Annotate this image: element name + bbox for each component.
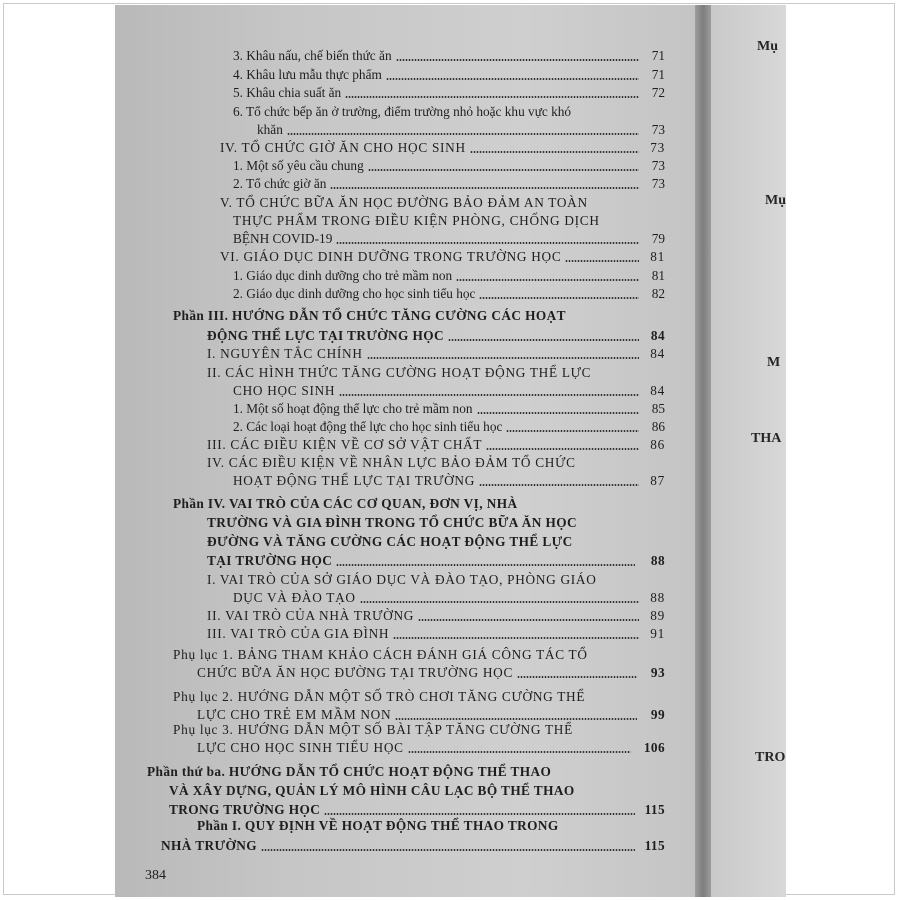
toc-entry xyxy=(207,552,665,569)
toc-entry xyxy=(233,175,665,192)
page-number: 384 xyxy=(145,868,166,883)
right-page xyxy=(711,5,786,897)
toc-entry-page: 73 xyxy=(651,176,665,191)
toc-entry-title: 3. Khâu nấu, chế biến thức ăn xyxy=(233,48,392,63)
toc-entry-page: 93 xyxy=(650,665,665,680)
toc-entry-title: Phần IV. VAI TRÒ CỦA CÁC CƠ QUAN, ĐƠN VỊ, NHÀ xyxy=(173,496,518,511)
toc-entry-title: IV. CÁC ĐIỀU KIỆN VỀ NHÂN LỰC BẢO ĐẢM TỔ CHỨC xyxy=(207,455,576,470)
toc-entry xyxy=(233,230,665,247)
toc-entry-page: 81 xyxy=(651,268,665,283)
toc-entry xyxy=(233,84,665,101)
toc-entry-page: 91 xyxy=(650,626,665,641)
right-page-heading: THA xyxy=(751,431,782,446)
toc-entry xyxy=(173,646,665,663)
toc-entry xyxy=(197,664,665,681)
toc-entry-page: 99 xyxy=(650,707,665,722)
toc-entry-title: 1. Giáo dục dinh dưỡng cho trẻ mầm non xyxy=(233,268,453,283)
toc-entry-page: 84 xyxy=(650,346,665,361)
toc-entry xyxy=(233,472,665,489)
toc-entry xyxy=(233,382,665,399)
toc-entry xyxy=(207,607,665,624)
toc-entry-page: 88 xyxy=(650,553,665,568)
toc-entry-title: CHO HỌC SINH xyxy=(233,383,336,398)
toc-entry-title: 6. Tổ chức bếp ăn ở trường, điểm trường nhỏ hoặc khu vực khó xyxy=(233,104,572,119)
toc-entry xyxy=(207,364,665,381)
toc-entry-page: 85 xyxy=(651,401,665,416)
toc-entry-page: 79 xyxy=(651,231,665,246)
left-page xyxy=(115,5,700,897)
toc-entry-title: VÀ XÂY DỰNG, QUẢN LÝ MÔ HÌNH CÂU LẠC BỘ THỂ THAO xyxy=(169,783,575,798)
book-photo xyxy=(115,5,786,897)
toc-entry-title: 5. Khâu chia suất ăn xyxy=(233,85,342,100)
toc-entry-title: II. CÁC HÌNH THỨC TĂNG CƯỜNG HOẠT ĐỘNG THỂ LỰC xyxy=(207,365,592,380)
toc-entry xyxy=(173,721,665,738)
toc-entry-title: THỰC PHẨM TRONG ĐIỀU KIỆN PHÒNG, CHỐNG DỊCH xyxy=(233,213,600,228)
toc-entry xyxy=(207,533,665,550)
toc-entry xyxy=(233,157,665,174)
toc-entry xyxy=(207,625,665,642)
toc-entry xyxy=(197,739,665,756)
toc-entry-title: Phần I. QUY ĐỊNH VỀ HOẠT ĐỘNG THỂ THAO TRONG xyxy=(197,818,559,833)
toc-entry-title: IV. TỔ CHỨC GIỜ ĂN CHO HỌC SINH xyxy=(220,140,466,155)
toc-entry-page: 115 xyxy=(644,838,665,853)
toc-entry-page: 86 xyxy=(650,437,665,452)
toc-entry-title: V. TỔ CHỨC BỮA ĂN HỌC ĐƯỜNG BẢO ĐẢM AN TOÀN xyxy=(220,195,588,210)
toc-entry-title: CHỨC BỮA ĂN HỌC ĐƯỜNG TẠI TRƯỜNG HỌC xyxy=(197,665,514,680)
toc-entry xyxy=(233,418,665,435)
toc-entry xyxy=(257,121,665,138)
toc-entry-page: 84 xyxy=(650,328,665,343)
toc-entry-page: 71 xyxy=(651,48,665,63)
toc-entry xyxy=(233,285,665,302)
toc-entry-title: 2. Giáo dục dinh dưỡng cho học sinh tiểu học xyxy=(233,286,476,301)
toc-entry-title: 2. Tổ chức giờ ăn xyxy=(233,176,327,191)
toc-entry xyxy=(233,66,665,83)
toc-entry-page: 72 xyxy=(651,85,665,100)
toc-entry xyxy=(207,454,665,471)
toc-entry-title: HOẠT ĐỘNG THỂ LỰC TẠI TRƯỜNG xyxy=(233,473,476,488)
toc-entry-title: I. VAI TRÒ CỦA SỞ GIÁO DỤC VÀ ĐÀO TẠO, PHÒNG GIÁO xyxy=(207,572,597,587)
toc-entry-page: 82 xyxy=(651,286,665,301)
toc-entry-title: LỰC CHO TRẺ EM MẦM NON xyxy=(197,707,392,722)
toc-entry xyxy=(220,139,665,156)
toc-entry xyxy=(233,267,665,284)
toc-entry-title: I. NGUYÊN TẮC CHÍNH xyxy=(207,346,363,361)
toc-entry xyxy=(207,436,665,453)
right-page-heading: M xyxy=(767,355,781,370)
right-page-heading: Mụ xyxy=(765,193,786,208)
toc-entry-title: 4. Khâu lưu mẫu thực phẩm xyxy=(233,67,382,82)
toc-entry xyxy=(207,514,665,531)
toc-entry-page: 88 xyxy=(650,590,665,605)
toc-entry-title: 1. Một số hoạt động thể lực cho trẻ mầm non xyxy=(233,401,473,416)
toc-entry xyxy=(161,837,665,854)
toc-entry xyxy=(233,103,665,120)
toc-entry-title: TẠI TRƯỜNG HỌC xyxy=(207,553,333,568)
toc-entry-title: Phụ lục 1. BẢNG THAM KHẢO CÁCH ĐÁNH GIÁ CÔNG TÁC TỔ xyxy=(173,647,588,662)
toc-entry-title: ĐỘNG THỂ LỰC TẠI TRƯỜNG HỌC xyxy=(207,328,445,343)
toc-entry xyxy=(207,345,665,362)
toc-entry-page: 87 xyxy=(650,473,665,488)
right-page-heading: TRO xyxy=(755,750,786,765)
toc-entry xyxy=(173,688,665,705)
toc-entry xyxy=(207,571,665,588)
toc-entry xyxy=(233,47,665,64)
toc-entry-title: khăn xyxy=(257,122,283,137)
toc-entry xyxy=(207,327,665,344)
toc-entry-title: TRƯỜNG VÀ GIA ĐÌNH TRONG TỔ CHỨC BỮA ĂN HỌC xyxy=(207,515,577,530)
toc-entry xyxy=(169,782,665,799)
toc-entry-title: NHÀ TRƯỜNG xyxy=(161,838,257,853)
toc-entry-title: III. CÁC ĐIỀU KIỆN VỀ CƠ SỞ VẬT CHẤT xyxy=(207,437,483,452)
toc-entry-title: III. VAI TRÒ CỦA GIA ĐÌNH xyxy=(207,626,390,641)
toc-entry-page: 115 xyxy=(644,802,665,817)
toc-entry-title: 2. Các loại hoạt động thể lực cho học sinh tiểu học xyxy=(233,419,503,434)
toc-entry-title: DỤC VÀ ĐÀO TẠO xyxy=(233,590,356,605)
toc-entry-page: 71 xyxy=(651,67,665,82)
toc-entry-page: 73 xyxy=(651,158,665,173)
toc-entry xyxy=(233,400,665,417)
toc-entry-title: BỆNH COVID-19 xyxy=(233,231,333,246)
toc-entry-page: 84 xyxy=(650,383,665,398)
right-page-heading: Mụ xyxy=(757,39,778,54)
toc-entry-title: Phần III. HƯỚNG DẪN TỔ CHỨC TĂNG CƯỜNG CÁC HOẠT xyxy=(173,308,566,323)
toc-entry-title: Phụ lục 3. HƯỚNG DẪN MỘT SỐ BÀI TẬP TĂNG CƯỜNG THỂ xyxy=(173,722,573,737)
toc-entry-page: 86 xyxy=(651,419,665,434)
toc-entry-title: VI. GIÁO DỤC DINH DƯỠNG TRONG TRƯỜNG HỌC xyxy=(220,249,562,264)
toc-entry xyxy=(233,212,665,229)
toc-entry-page: 89 xyxy=(650,608,665,623)
toc-entry-title: TRONG TRƯỜNG HỌC xyxy=(169,802,321,817)
toc-entry-page: 106 xyxy=(643,740,665,755)
toc-entry-title: 1. Một số yêu cầu chung xyxy=(233,158,364,173)
toc-entry-page: 73 xyxy=(650,140,665,155)
toc-entry xyxy=(169,801,665,818)
toc-entry xyxy=(220,248,665,265)
toc-entry-title: II. VAI TRÒ CỦA NHÀ TRƯỜNG xyxy=(207,608,415,623)
toc-entry-title: Phần thứ ba. HƯỚNG DẪN TỔ CHỨC HOẠT ĐỘNG THỂ THAO xyxy=(147,764,552,779)
toc-entry-title: LỰC CHO HỌC SINH TIỂU HỌC xyxy=(197,740,404,755)
toc-entry-title: ĐƯỜNG VÀ TĂNG CƯỜNG CÁC HOẠT ĐỘNG THỂ LỰC xyxy=(207,534,573,549)
toc-entry-page: 81 xyxy=(650,249,665,264)
toc-entry xyxy=(147,763,665,780)
toc-entry xyxy=(173,495,665,512)
toc-entry xyxy=(197,817,665,834)
toc-entry-title: Phụ lục 2. HƯỚNG DẪN MỘT SỐ TRÒ CHƠI TĂNG CƯỜNG THỂ xyxy=(173,689,586,704)
toc-entry xyxy=(173,307,665,324)
toc-entry-page: 73 xyxy=(651,122,665,137)
toc-entry xyxy=(220,194,665,211)
toc-entry xyxy=(233,589,665,606)
